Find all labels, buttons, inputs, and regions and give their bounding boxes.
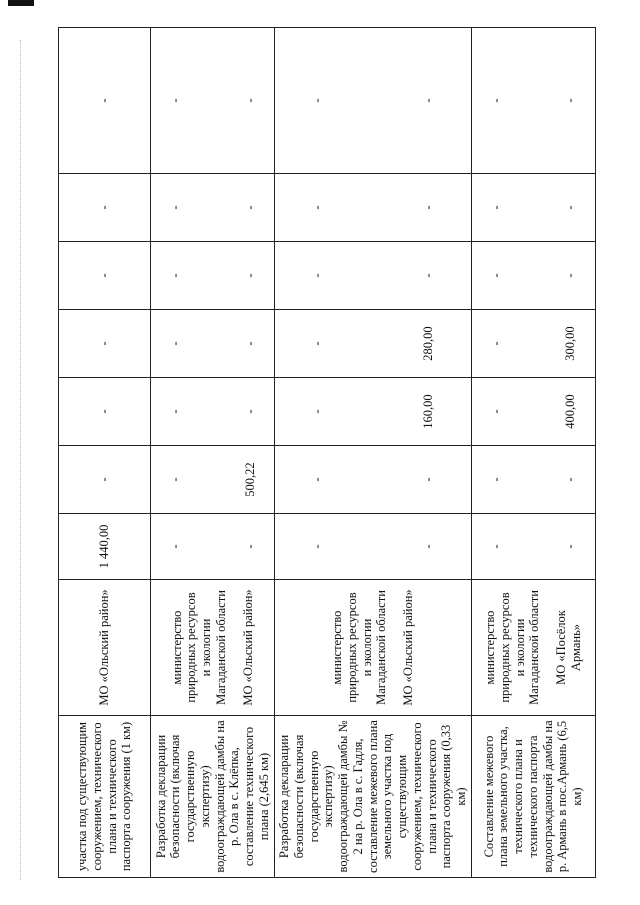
value-cell: -	[59, 310, 151, 378]
value-cell	[471, 174, 595, 242]
value-cell	[275, 514, 472, 580]
table-row	[275, 28, 472, 878]
value-cell	[275, 310, 472, 378]
value-bottom: -	[242, 273, 257, 278]
value-bottom: -	[420, 98, 435, 103]
value-top: -	[310, 205, 325, 210]
binding-holes	[20, 40, 27, 880]
executor-label: МО «Ольский район»	[240, 589, 255, 706]
value-cell	[471, 242, 595, 310]
value-cell	[471, 28, 595, 174]
value-cell	[151, 514, 275, 580]
value-cell	[275, 378, 472, 446]
value-cell	[151, 310, 275, 378]
value-cell	[471, 378, 595, 446]
value-top: -	[488, 341, 503, 346]
value-cell	[151, 378, 275, 446]
work-cell: Составление межевого плана земельного участка, технического плана и технического паспорта водоограждающей дамбы на р. Армань в пос.Армань (6,5 км)	[471, 716, 595, 878]
executor-cell	[59, 580, 151, 716]
value-top: -	[167, 409, 182, 414]
value-bottom: 300,00	[563, 326, 578, 361]
value-cell	[471, 446, 595, 514]
executor-label: министерство природных ресурсов и экологии Магаданской области	[330, 590, 389, 705]
value-top: -	[167, 477, 182, 482]
value-top: -	[310, 273, 325, 278]
executor-label: министерство природных ресурсов и экологии Магаданской области	[169, 590, 228, 705]
executor-cell	[151, 580, 275, 716]
value-bottom: 500,22	[242, 462, 257, 497]
executor-cell	[471, 580, 595, 716]
value-cell	[275, 28, 472, 174]
value-cell	[275, 242, 472, 310]
value-cell: -	[59, 28, 151, 174]
value-top: -	[310, 98, 325, 103]
value-top: -	[167, 98, 182, 103]
value-bottom: -	[420, 273, 435, 278]
value-bottom: 400,00	[563, 394, 578, 429]
value-top: -	[167, 273, 182, 278]
value-bottom: -	[563, 477, 578, 482]
value-cell	[471, 514, 595, 580]
value-bottom: -	[563, 544, 578, 549]
value-cell: -	[59, 446, 151, 514]
value-cell	[151, 174, 275, 242]
value-top: -	[310, 341, 325, 346]
value-top: -	[488, 409, 503, 414]
value-top: -	[310, 544, 325, 549]
value-bottom: -	[242, 98, 257, 103]
value-bottom: -	[420, 205, 435, 210]
value-cell: -	[59, 378, 151, 446]
executor-label: МО «Посёлок Армань»	[554, 610, 583, 685]
value-top: -	[488, 98, 503, 103]
value-top: -	[488, 273, 503, 278]
value-cell	[151, 242, 275, 310]
value-bottom: -	[563, 98, 578, 103]
rotated-page	[58, 0, 585, 878]
executor-label: МО «Ольский район»	[97, 589, 112, 706]
table-row	[151, 28, 275, 878]
value-bottom: 280,00	[420, 326, 435, 361]
work-cell: Разработка декларации безопасности (включая государственную экспертизу) водоограждающей дамбы № 2 на р. Ола в с. Гадля, составление межевого плана земельного участка под существующим сооружением, технического плана и технического паспорта сооружения (0,33 км)	[275, 716, 472, 878]
value-cell: -	[59, 242, 151, 310]
value-top: -	[310, 477, 325, 482]
executor-label: министерство природных ресурсов и экологии Магаданской области	[483, 590, 542, 705]
value-cell	[151, 446, 275, 514]
value-top: -	[488, 477, 503, 482]
value-bottom: -	[242, 544, 257, 549]
executor-label: МО «Ольский район»	[401, 589, 415, 706]
value-bottom: -	[420, 477, 435, 482]
table-row	[471, 28, 595, 878]
value-top: -	[310, 409, 325, 414]
value-cell: 1 440,00	[59, 514, 151, 580]
work-cell: Разработка декларации безопасности (включая государственную экспертизу) водоограждающей дамбы на р. Ола в с. Клёпка, составление технического плана (2,645 км)	[151, 716, 275, 878]
value-top: -	[488, 544, 503, 549]
value-bottom: -	[242, 341, 257, 346]
scan-edge-mark	[8, 0, 34, 6]
value-cell: -	[59, 174, 151, 242]
table-row	[59, 28, 151, 878]
value-top: -	[167, 341, 182, 346]
executor-cell	[275, 580, 472, 716]
value-cell	[151, 28, 275, 174]
work-cell: участка под существующим сооружением, технического плана и технического паспорта сооружения (1 км)	[59, 716, 151, 878]
value-bottom: -	[563, 273, 578, 278]
value-top: -	[167, 205, 182, 210]
value-bottom: -	[420, 544, 435, 549]
value-cell	[275, 174, 472, 242]
value-top: -	[488, 205, 503, 210]
value-bottom: -	[242, 409, 257, 414]
value-cell	[471, 310, 595, 378]
value-top: -	[167, 544, 182, 549]
value-bottom: -	[563, 205, 578, 210]
value-cell	[275, 446, 472, 514]
program-table	[58, 27, 596, 878]
value-bottom: 160,00	[420, 394, 435, 429]
value-bottom: -	[242, 205, 257, 210]
